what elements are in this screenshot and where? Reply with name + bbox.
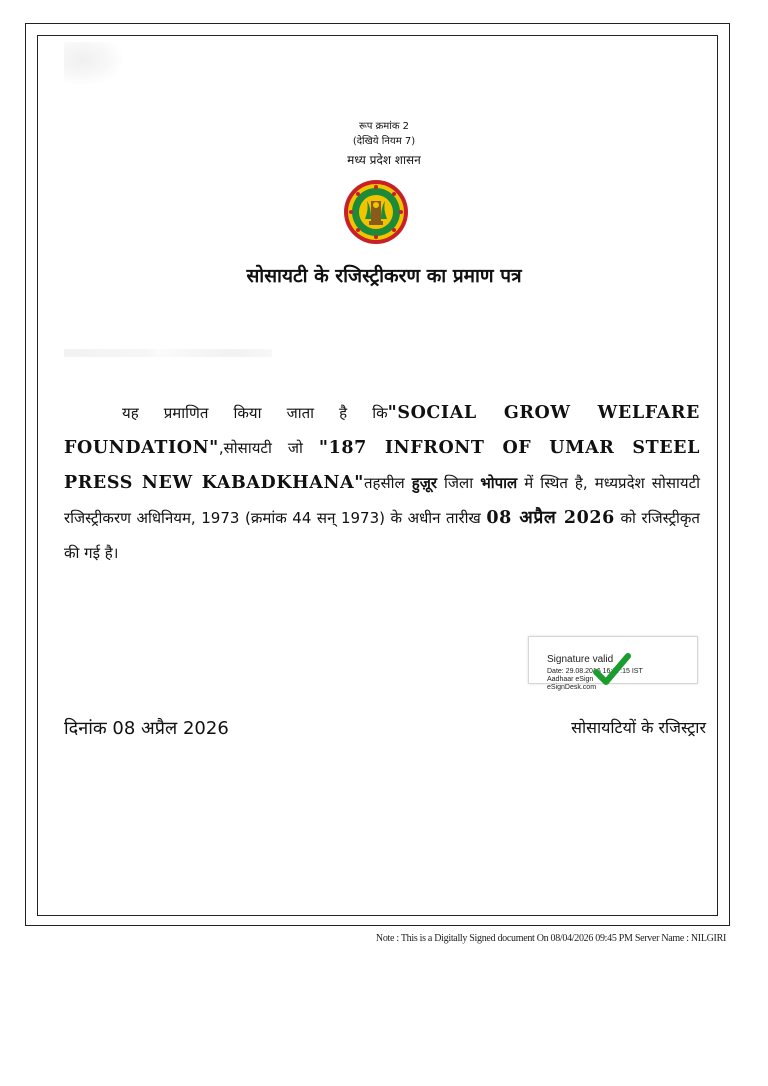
form-number: रूप क्रमांक 2 (358, 121, 410, 132)
signature-signer: Aadhaar eSign (547, 676, 594, 683)
tehsil-name: हुज़ूर (411, 474, 437, 492)
mp-govt-emblem-icon (343, 179, 409, 245)
body-closing: को रजिस्ट्रीकृत की गई है। (64, 509, 700, 562)
signature-status: Signature valid (547, 654, 614, 665)
certificate-body (64, 396, 700, 571)
body-intro: यह प्रमाणित किया जाता है कि (122, 404, 388, 422)
body-district-label: जिला (436, 474, 481, 492)
scan-smudge (64, 42, 124, 86)
checkmark-icon (592, 650, 632, 690)
registration-date: 08 अप्रैल 2026 (486, 508, 615, 528)
body-act-text: में स्थित है, मध्यप्रदेश सोसायटी रजिस्ट्रीकरण अधिनियम, 1973 (क्रमांक 44 सन् 1973) के अधीन तारीख (64, 474, 701, 527)
digital-sign-note: Note : This is a Digitally Signed document On 08/04/2026 09:45 PM Server Name : NILGIRI (375, 933, 726, 944)
district-name: भोपाल (480, 474, 518, 492)
society-address: "187 INFRONT OF UMAR STEEL PRESS NEW KABADKHANA" (64, 438, 700, 493)
signature-provider: eSignDesk.com (547, 684, 597, 691)
body-tehsil-label: तहसील (363, 474, 412, 492)
rule-reference: (देखिये नियम 7) (352, 136, 416, 147)
certificate-title: सोसायटी के रजिस्ट्रीकरण का प्रमाण पत्र (246, 265, 522, 287)
society-name: "SOCIAL GROW WELFARE FOUNDATION" (64, 403, 700, 458)
signature-date: Date: 29.08.2016 16:07:15 IST (547, 668, 643, 675)
body-society-word: ,सोसायटी जो (218, 439, 319, 457)
government-name: मध्य प्रदेश शासन (347, 153, 421, 167)
issue-date: दिनांक 08 अप्रैल 2026 (64, 718, 229, 739)
registrar-title: सोसायटियों के रजिस्ट्रार (571, 718, 706, 737)
faded-text-strip (64, 349, 272, 357)
